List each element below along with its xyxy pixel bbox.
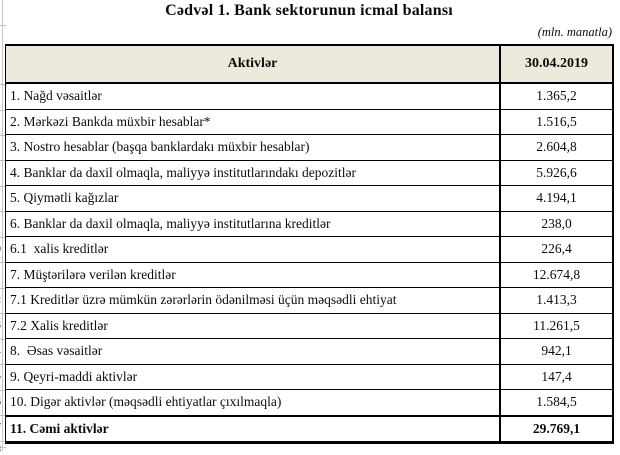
row-value: 2.604,8 — [536, 139, 577, 155]
row-value-cell — [499, 417, 612, 442]
row-value: 942,1 — [541, 343, 572, 359]
row-label: 1. Nağd vəsaitlər — [10, 88, 102, 104]
balance-sheet-table — [5, 44, 614, 444]
table-row — [6, 339, 612, 365]
row-label: 5. Qiymətli kağızlar — [10, 190, 119, 206]
table-row — [6, 263, 612, 289]
row-value: 1.413,3 — [536, 292, 577, 308]
header-date-label: 30.04.2019 — [525, 56, 588, 71]
row-label-cell — [6, 237, 499, 262]
row-value-cell — [499, 237, 612, 262]
row-label-cell — [6, 263, 499, 288]
table-row — [6, 314, 612, 340]
row-label: 7. Müştərilərə verilən kreditlər — [10, 266, 176, 282]
table-row — [6, 288, 612, 314]
header-assets-label: Aktivlər — [227, 56, 278, 71]
table-header-row — [6, 46, 612, 84]
row-value: 147,4 — [541, 368, 572, 384]
table-row — [6, 186, 612, 212]
table-row — [6, 84, 612, 110]
row-label-cell — [6, 390, 499, 415]
row-label-cell — [6, 417, 499, 442]
row-number-partial — [0, 270, 1, 280]
row-label: 7.1 Kreditlər üzrə mümkün zərərlərin ödənilməsi üçün məqsədli ehtiyat — [10, 292, 397, 308]
row-label-cell — [6, 135, 499, 160]
row-value-cell — [499, 110, 612, 135]
row-value-cell — [499, 161, 612, 186]
row-label-cell — [6, 365, 499, 390]
row-value: 226,4 — [541, 241, 572, 257]
unit-note: (mln. manatla) — [537, 25, 612, 39]
row-label-cell — [6, 186, 499, 211]
row-number-partial — [0, 423, 1, 433]
row-label: 6.1 xalis kreditlər — [10, 241, 109, 257]
row-label: 3. Nostro hesablar (başqa banklardakı müxbir hesablar) — [10, 139, 310, 155]
table-row — [6, 135, 612, 161]
row-label: 10. Digər aktivlər (məqsədli ehtiyatlar çıxılmaqla) — [10, 394, 282, 410]
row-number-partial — [0, 245, 1, 255]
row-label-cell — [6, 161, 499, 186]
row-label: 4. Banklar da daxil olmaqla, maliyyə institutlarındakı depozitlər — [10, 164, 357, 180]
row-number-partial — [0, 321, 1, 331]
table-row — [6, 161, 612, 187]
row-label: 2. Mərkəzi Bankda müxbir hesablar* — [10, 113, 211, 129]
table-row — [6, 110, 612, 136]
row-label: 7.2 Xalis kreditlər — [10, 317, 108, 333]
row-label-cell — [6, 110, 499, 135]
row-number-partial — [0, 372, 1, 382]
row-value-cell — [499, 339, 612, 364]
row-label: 6. Banklar da daxil olmaqla, maliyyə institutlarına kreditlər — [10, 215, 331, 231]
row-value-cell — [499, 212, 612, 237]
row-number-partial — [0, 347, 1, 357]
total-row-label: 11. Cəmi aktivlər — [10, 420, 109, 436]
row-number-partial — [0, 445, 1, 455]
row-number-partial — [0, 398, 1, 408]
row-value: 11.261,5 — [533, 317, 580, 333]
row-number-partial — [0, 296, 1, 306]
row-value-cell — [499, 390, 612, 415]
row-label: 8. Əsas vəsaitlər — [10, 343, 103, 359]
row-value-cell — [499, 365, 612, 390]
table-row — [6, 365, 612, 391]
row-value: 1.584,5 — [536, 394, 577, 410]
row-label-cell — [6, 212, 499, 237]
table-row-total — [6, 416, 612, 442]
row-value-cell — [499, 84, 612, 109]
gutter-gridline-vertical — [2, 0, 3, 451]
header-cell-assets — [6, 46, 499, 82]
header-cell-date — [499, 46, 612, 82]
row-value: 4.194,1 — [536, 190, 577, 206]
total-row-value: 29.769,1 — [532, 420, 581, 436]
row-value: 5.926,6 — [536, 164, 577, 180]
row-value-cell — [499, 186, 612, 211]
table-row — [6, 390, 612, 416]
row-label-cell — [6, 288, 499, 313]
row-value: 12.674,8 — [532, 266, 581, 282]
row-label-cell — [6, 84, 499, 109]
row-label-cell — [6, 314, 499, 339]
row-value: 1.516,5 — [536, 113, 577, 129]
row-label-cell — [6, 339, 499, 364]
row-value-cell — [499, 135, 612, 160]
row-value: 1.365,2 — [536, 88, 577, 104]
table-body — [6, 84, 612, 441]
row-value-cell — [499, 314, 612, 339]
table-row — [6, 212, 612, 238]
row-value-cell — [499, 263, 612, 288]
row-value-cell — [499, 288, 612, 313]
table-row — [6, 237, 612, 263]
row-value: 238,0 — [541, 215, 572, 231]
gutter-gridline — [0, 25, 6, 26]
table-title: Cədvəl 1. Bank sektorunun icmal balansı — [165, 2, 453, 19]
row-label: 9. Qeyri-maddi aktivlər — [10, 368, 138, 384]
